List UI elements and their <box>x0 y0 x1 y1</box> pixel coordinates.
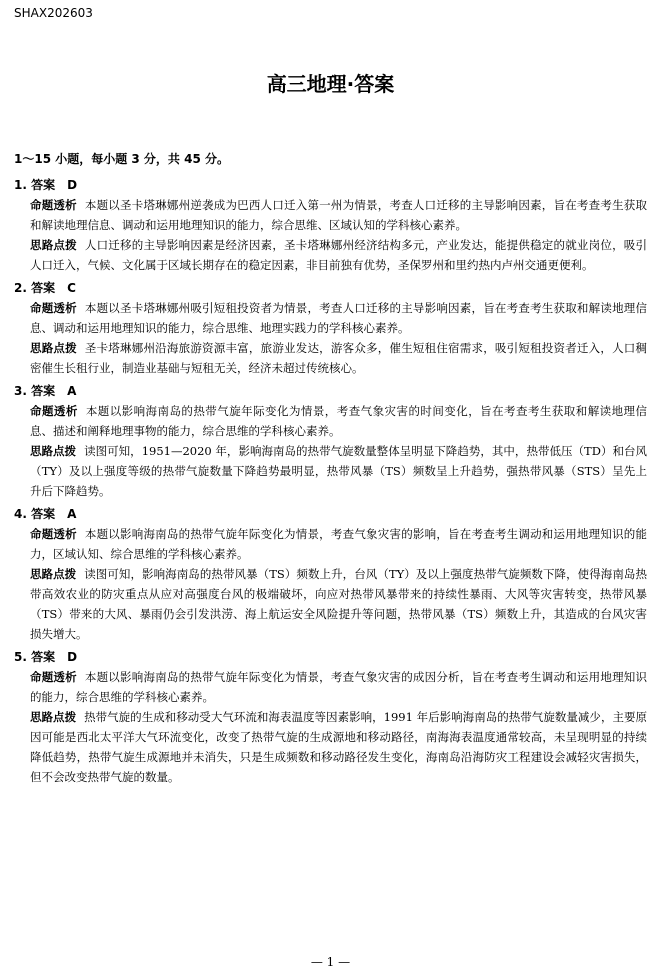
question-3 <box>14 381 647 501</box>
hint-text: 读图可知，影响海南岛的热带风暴（TS）频数上升，台风（TY）及以上强度热带气旋频数下降，使得海南岛热带高效农业的防灾重点从应对高强度台风的极端破坏，向应对热带风暴带来的持续性暴雨、大风等灾害转变，热带风暴（TS）带来的大风、暴雨仍会引发洪涝、海上航运安全风险提升等问题，热带风暴（TS）频数上升，其造成的台风灾害损失增大。 <box>30 567 647 641</box>
hint-label: 思路点拨 <box>30 710 77 724</box>
hint-text: 人口迁移的主导影响因素是经济因素，圣卡塔琳娜州经济结构多元，产业发达，能提供稳定的就业岗位，吸引人口迁入，气候、文化属于区域长期存在的稳定因素，非目前独有优势，圣保罗州和里约热内卢州交通更便利。 <box>30 238 648 272</box>
analysis-paragraph <box>14 401 647 441</box>
analysis-text: 本题以影响海南岛的热带气旋年际变化为情景，考查气象灾害的影响，旨在考查考生调动和运用地理知识的能力，区域认知、综合思维的学科核心素养。 <box>30 527 648 561</box>
analysis-text: 本题以圣卡塔琳娜州吸引短租投资者为情景，考查人口迁移的主导影响因素，旨在考查考生获取和解读地理信息、调动和运用地理知识的能力，综合思维、地理实践力的学科核心素养。 <box>30 301 648 335</box>
hint-paragraph <box>14 564 647 644</box>
answer-line: 1. 答案 D <box>14 178 78 192</box>
answer-line: 5. 答案 D <box>14 650 78 664</box>
document-code: SHAX202603 <box>14 6 93 20</box>
hint-text: 读图可知，1951—2020 年，影响海南岛的热带气旋数量整体呈明显下降趋势，其中，热带低压（TD）和台风（TY）及以上强度等级的热带气旋数量下降趋势最明显，热带风暴（TS）频数呈上升趋势，强热带风暴（STS）呈先上升后下降趋势。 <box>30 444 648 498</box>
analysis-text: 本题以影响海南岛的热带气旋年际变化为情景，考查气象灾害的成因分析，旨在考查考生调动和运用地理知识的能力，综合思维的学科核心素养。 <box>30 670 648 704</box>
analysis-label: 命题透析 <box>30 301 77 315</box>
question-4 <box>14 504 647 644</box>
answer-line: 3. 答案 A <box>14 384 77 398</box>
question-5 <box>14 647 647 787</box>
analysis-paragraph <box>14 524 647 564</box>
hint-label: 思路点拨 <box>30 341 77 355</box>
hint-text: 圣卡塔琳娜州沿海旅游资源丰富，旅游业发达，游客众多，催生短租住宿需求，吸引短租投资者迁入，人口稠密催生长租行业，制造业基础与短租无关，经济未超过传统核心。 <box>30 341 648 375</box>
analysis-text: 本题以圣卡塔琳娜州逆袭成为巴西人口迁入第一州为情景，考查人口迁移的主导影响因素，旨在考查考生获取和解读地理信息、调动和运用地理知识的能力，综合思维、区域认知的学科核心素养。 <box>30 198 648 232</box>
page-title: 高三地理·答案 <box>266 72 395 96</box>
analysis-label: 命题透析 <box>30 670 77 684</box>
hint-paragraph <box>14 707 647 787</box>
analysis-label: 命题透析 <box>30 527 77 541</box>
question-2 <box>14 278 647 378</box>
hint-text: 热带气旋的生成和移动受大气环流和海表温度等因素影响，1991 年后影响海南岛的热带气旋数量减少，主要原因可能是西北太平洋大气环流变化，改变了热带气旋的生成源地和移动路径，南海海表温度通常较高，未呈现明显的持续降低趋势，热带气旋生成源地并未消失，只是生成频数和移动路径发生变化，海南岛沿海防灾工程建设会减轻灾害损失，但不会改变热带气旋的数量。 <box>30 710 648 784</box>
answer-line: 2. 答案 C <box>14 281 76 295</box>
analysis-text: 本题以影响海南岛的热带气旋年际变化为情景，考查气象灾害的时间变化，旨在考查考生获取和解读地理信息、描述和阐释地理事物的能力，综合思维的学科核心素养。 <box>30 404 648 438</box>
section-intro: 1～15 小题，每小题 3 分，共 45 分。 <box>14 152 229 166</box>
answer-content <box>14 150 647 790</box>
analysis-paragraph <box>14 667 647 707</box>
hint-paragraph <box>14 338 647 378</box>
page-number: — 1 — <box>310 955 351 969</box>
answer-line: 4. 答案 A <box>14 507 77 521</box>
hint-label: 思路点拨 <box>30 444 77 458</box>
analysis-paragraph <box>14 298 647 338</box>
question-1 <box>14 175 647 275</box>
hint-paragraph <box>14 235 647 275</box>
analysis-label: 命题透析 <box>30 198 77 212</box>
hint-paragraph <box>14 441 647 501</box>
hint-label: 思路点拨 <box>30 567 77 581</box>
hint-label: 思路点拨 <box>30 238 77 252</box>
analysis-label: 命题透析 <box>30 404 78 418</box>
analysis-paragraph <box>14 195 647 235</box>
